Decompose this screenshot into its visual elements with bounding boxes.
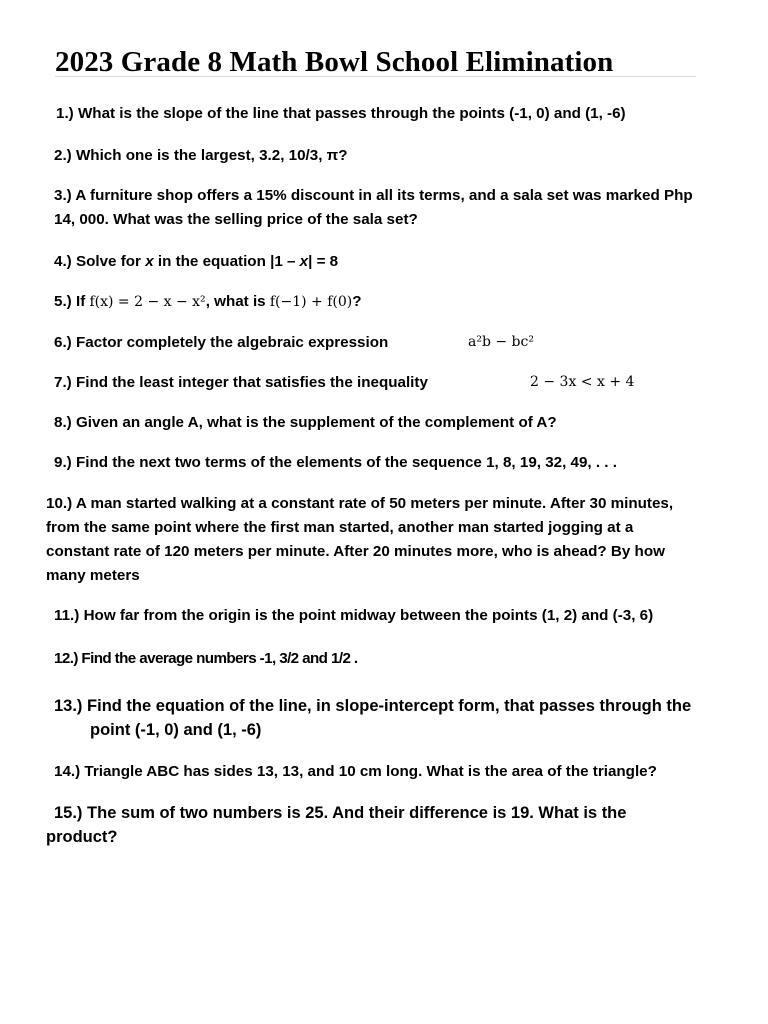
question-11 bbox=[54, 604, 653, 628]
question-text-continued: constant rate of 120 meters per minute. After 20 minutes more, who is ahead? By how bbox=[46, 543, 665, 560]
question-number: 3.) bbox=[54, 187, 72, 204]
question-text: Which one is the largest, 3.2, 10/3, π? bbox=[75, 147, 348, 164]
question-text: Factor completely the algebraic expression bbox=[75, 334, 389, 351]
question-6 bbox=[54, 331, 388, 355]
question-number: 7.) bbox=[54, 374, 72, 391]
question-number: 5.) bbox=[54, 293, 72, 310]
question-5 bbox=[54, 290, 362, 314]
question-number: 12.) bbox=[54, 650, 78, 667]
question-text-mid: , what is bbox=[205, 293, 270, 310]
question-9 bbox=[54, 451, 617, 475]
question-text-continued: 14, 000. What was the selling price of the sala set? bbox=[54, 211, 418, 228]
question-text-post: | = 8 bbox=[308, 253, 339, 270]
question-number: 6.) bbox=[54, 334, 72, 351]
question-text: What is the slope of the line that passes through the points (-1, 0) and (1, -6) bbox=[77, 105, 626, 122]
question-text: Find the least integer that satisfies the inequality bbox=[75, 374, 428, 391]
question-4 bbox=[54, 250, 338, 274]
question-text: Given an angle A, what is the supplement of the complement of A? bbox=[75, 414, 557, 431]
question-text-mid: in the equation |1 – bbox=[153, 253, 300, 270]
question-1 bbox=[56, 102, 626, 126]
question-number: 14.) bbox=[54, 763, 81, 780]
question-text: Triangle ABC has sides 13, 13, and 10 cm long. What is the area of the triangle? bbox=[84, 763, 657, 780]
question-8 bbox=[54, 411, 557, 435]
question-line bbox=[54, 184, 693, 208]
question-14 bbox=[54, 760, 657, 784]
question-number: 13.) bbox=[54, 697, 83, 715]
question-12 bbox=[54, 647, 358, 671]
question-3 bbox=[54, 184, 693, 232]
title-underline bbox=[55, 76, 696, 77]
question-text-continued: point (-1, 0) and (1, -6) bbox=[90, 721, 262, 739]
question-text-continued: many meters bbox=[46, 567, 140, 584]
question-text: How far from the origin is the point midway between the points (1, 2) and (-3, 6) bbox=[83, 607, 654, 624]
question-number: 15.) bbox=[54, 804, 83, 822]
question-text: Find the average numbers -1, 3/2 and 1/2 . bbox=[81, 650, 358, 667]
question-number: 11.) bbox=[54, 607, 80, 624]
page-title: 2023 Grade 8 Math Bowl School Elimination bbox=[55, 46, 614, 78]
question-line bbox=[46, 801, 626, 825]
algebraic-expression: a²b − bc² bbox=[468, 334, 534, 350]
question-15 bbox=[46, 801, 626, 849]
question-number: 2.) bbox=[54, 147, 72, 164]
question-10 bbox=[46, 492, 673, 588]
question-number: 4.) bbox=[54, 253, 72, 270]
variable-x: x bbox=[299, 253, 309, 270]
question-line bbox=[46, 492, 673, 516]
question-2 bbox=[54, 144, 348, 168]
question-text-post: ? bbox=[352, 293, 362, 310]
question-text-pre: Solve for bbox=[75, 253, 146, 270]
question-line bbox=[54, 694, 691, 718]
question-number: 8.) bbox=[54, 414, 72, 431]
question-text-pre: If bbox=[75, 293, 90, 310]
variable-x: x bbox=[145, 253, 154, 270]
question-text-continued: product? bbox=[46, 828, 118, 846]
question-text-continued: from the same point where the first man started, another man started jogging at a bbox=[46, 519, 634, 536]
question-number: 10.) bbox=[46, 495, 73, 512]
question-number: 1.) bbox=[56, 105, 74, 122]
question-text: Find the equation of the line, in slope-intercept form, that passes through the bbox=[87, 697, 692, 715]
question-number: 9.) bbox=[54, 454, 72, 471]
function-expression: f(x) = 2 − x − x² bbox=[89, 294, 206, 310]
question-13 bbox=[54, 694, 691, 742]
question-7 bbox=[54, 371, 428, 395]
question-text: A man started walking at a constant rate of 50 meters per minute. After 30 minutes, bbox=[75, 495, 674, 512]
question-text: The sum of two numbers is 25. And their difference is 19. What is the bbox=[87, 804, 627, 822]
question-text: A furniture shop offers a 15% discount in all its terms, and a sala set was marked Php bbox=[75, 187, 693, 204]
sum-expression: f(−1) + f(0) bbox=[269, 294, 353, 310]
question-text: Find the next two terms of the elements of the sequence 1, 8, 19, 32, 49, . . . bbox=[75, 454, 617, 471]
inequality-expression: 2 − 3x < x + 4 bbox=[530, 374, 635, 390]
